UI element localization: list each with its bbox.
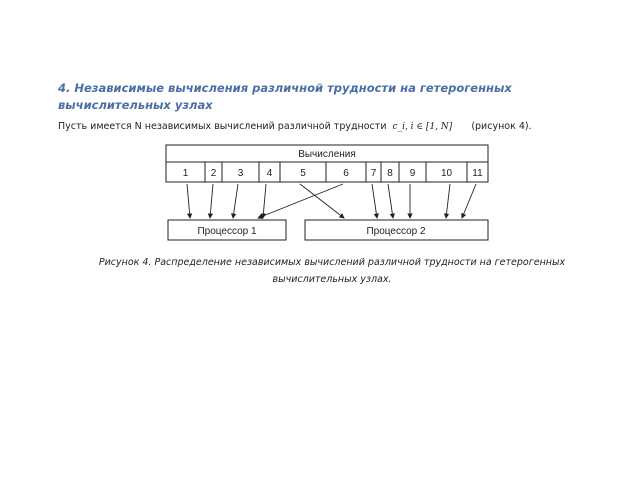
task-number: 4 <box>266 168 273 179</box>
formula: c_i, i ∈ [1, N] <box>392 122 453 132</box>
assignment-arrow <box>258 184 343 218</box>
task-number: 6 <box>343 168 349 179</box>
task-strip <box>166 162 488 182</box>
task-number: 11 <box>472 168 483 179</box>
figure-caption: Рисунок 4. Распределение независимых вычислений различной трудности на гетерогенных вычислительных узлах. <box>98 257 566 285</box>
arrows <box>187 184 476 218</box>
assignment-arrow <box>388 184 393 218</box>
task-number: 5 <box>300 168 306 179</box>
processor-1-label: Процессор 1 <box>197 226 257 237</box>
assignment-arrow <box>372 184 377 218</box>
section-heading: 4. Независимые вычисления различной трудности на гетерогенных вычислительных узлах <box>58 81 512 112</box>
assignment-arrow <box>263 184 266 218</box>
task-number: 10 <box>440 168 453 179</box>
task-number: 7 <box>370 168 377 179</box>
task-number: 3 <box>237 168 244 179</box>
assignment-arrow <box>462 184 476 218</box>
computations-header-label: Вычисления <box>298 149 356 160</box>
assignment-arrow <box>300 184 344 218</box>
assignment-arrow <box>446 184 450 218</box>
processor-2-label: Процессор 2 <box>366 226 426 237</box>
task-number: 8 <box>387 168 393 179</box>
paragraph-text-before: Пусть имеется N независимых вычислений различной трудности <box>58 121 387 132</box>
task-number: 2 <box>210 168 217 179</box>
task-number: 9 <box>409 168 416 179</box>
assignment-arrow <box>233 184 238 218</box>
task-number: 1 <box>182 168 189 179</box>
paragraph-text-after: (рисунок 4). <box>471 121 532 132</box>
assignment-arrow <box>187 184 190 218</box>
assignment-arrow <box>210 184 213 218</box>
